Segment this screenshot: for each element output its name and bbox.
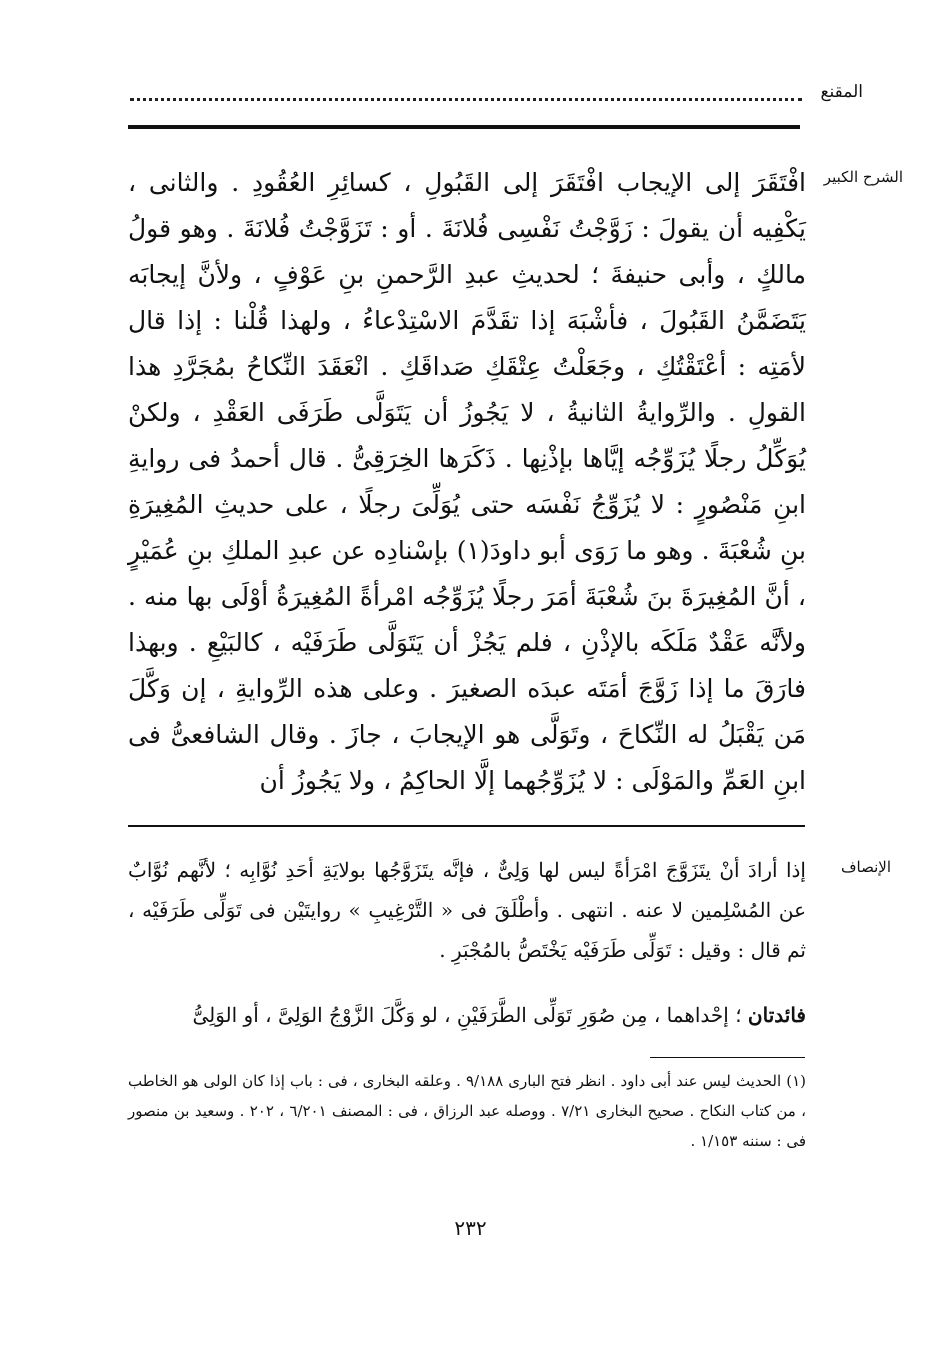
header-rule — [128, 125, 800, 129]
page-number: ٢٣٢ — [454, 1216, 487, 1240]
fawaid-heading: فائدتان — [747, 1003, 806, 1027]
sharh-kabir-label: الشرح الكبير — [823, 168, 903, 186]
fawaid-text: ؛ إحْداهما ، مِن صُوَرِ تَوَلِّى الطَّرَفَيْنِ ، لو وَكَّلَ الزَّوْجُ الوَلِىَّ ، أو الوَلِىُّ — [192, 1003, 742, 1027]
insaf-text: إذا أرادَ أنْ يتَزَوَّجَ امْرَأةً ليس لها وَلِىٌّ ، فإنَّه يتَزَوَّجُها بولايَةِ أحَدِ نُوَّابِه ؛ لأنَّهم نُوَّابٌ عن المُسْلِمين لا عنه . انتهى . وأطْلَقَ فى « التَّرْغِيبِ » روايتَيْن فى تَوَلِّى طَرَفَيْه ، ثم قال : وقيل : تَوَلِّى طَرَفَيْه يَخْتَصُّ بالمُجْبَرِ . — [128, 858, 806, 962]
main-commentary-text: افْتَقَرَ إلى الإيجاب افْتَقَرَ إلى القَبُولِ ، كسائِرِ العُقُودِ . والثانى ، يَكْفِيه أن يقولَ : زَوَّجْتُ نَفْسِى فُلانَةَ . أو : تَزَوَّجْتُ فُلانَةَ . وهو قولُ مالكٍ ، وأبى حنيفةَ ؛ لحديثِ عبدِ الرَّحمنِ بنِ عَوْفٍ ، ولأنَّ إيجابَه يَتَضَمَّنُ القَبُولَ ، فأشْبَهَ إذا تقَدَّمَ الاسْتِدْعاءُ ، ولهذا قُلْنا : إذا قال لأمَتِه : أعْتَقْتُكِ ، وجَعَلْتُ عِتْقَكِ صَداقَكِ . انْعَقَدَ النِّكاحُ بمُجَرَّدِ هذا القولِ . والرِّوايةُ الثانيةُ ، لا يَجُوزُ أن يَتَوَلَّى طَرَفَى العَقْدِ ، ولكنْ يُوَكِّلُ رجلًا يُزَوِّجُه إيَّاها بإذْنِها . ذَكَرَها الخِرَقِىُّ . قال أحمدُ فى روايةِ ابنِ مَنْصُورٍ : لا يُزَوِّجُ نَفْسَه حتى يُوَلِّىَ رجلًا ، على حديثِ المُغِيرَةِ بنِ شُعْبَةَ . وهو ما رَوَى أبو داودَ(١) بإسْنادِه عن عبدِ الملكِ بنِ عُمَيْرٍ ، أنَّ المُغِيرَةَ بنَ شُعْبَةَ أمَرَ رجلًا يُزَوِّجُه امْرأةً المُغِيرَةُ أوْلَى بها منه . ولأنَّه عَقْدٌ مَلَكَه بالإذْنِ ، فلم يَجُزْ أن يَتَوَلَّى طَرَفَيْه ، كالبَيْعِ . وبهذا فارَقَ ما إذا زَوَّجَ أمَتَه عبدَه الصغيرَ . وعلى هذه الرِّوايةِ ، إن وَكَّلَ مَن يَقْبَلُ له النِّكاحَ ، وتَوَلَّى هو الإيجابَ ، جازَ . وقال الشافعىُّ فى ابنِ العَمِّ والمَوْلَى : لا يُزَوِّجُهما إلَّا الحاكِمُ ، ولا يَجُوزُ أن — [128, 168, 806, 795]
running-header-title: المقنع — [820, 82, 863, 102]
header-dotted-leader — [130, 98, 802, 101]
section-divider-rule — [128, 825, 805, 827]
insaf-label: الإنصاف — [840, 858, 891, 876]
footnotes: (١) الحديث ليس عند أبى داود . انظر فتح البارى ٩/١٨٨ . وعلقه البخارى ، فى : باب إذا كان الولى هو الخاطب ، من كتاب النكاح . صحيح البخارى ٧/٢١ . ووصله عبد الرزاق ، فى : المصنف ٦/٢٠١ ، ٢٠٢ . وسعيد بن منصور فى : سننه ١/١٥٣ . — [128, 1072, 806, 1150]
footnote-rule — [650, 1057, 805, 1058]
fawaid-line — [128, 995, 806, 1035]
